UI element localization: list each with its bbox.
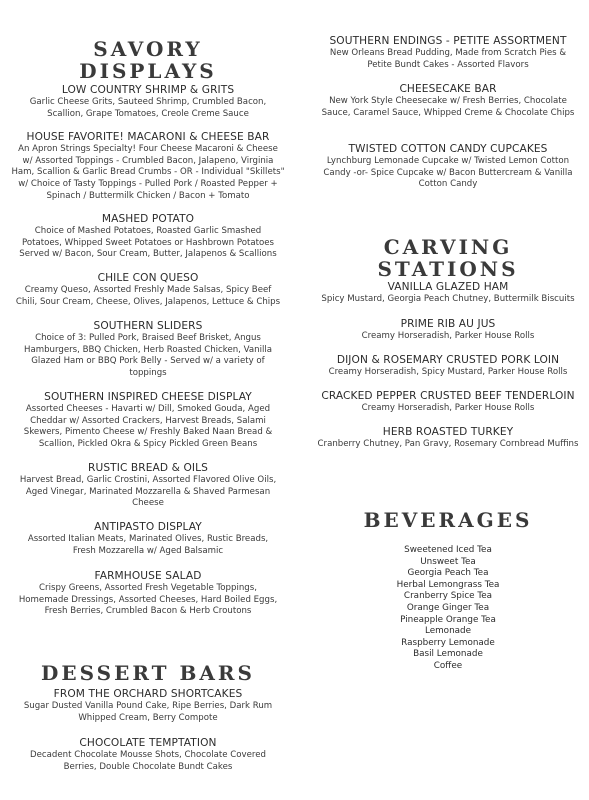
menu-item-desc-line: An Apron Strings Specialty! Four Cheese Macaroni & Cheese — [18, 144, 278, 154]
menu-item-desc-line: Spicy Mustard, Georgia Peach Chutney, Buttermilk Biscuits — [321, 294, 575, 304]
menu-item-name: FROM THE ORCHARD SHORTCAKES — [53, 688, 243, 700]
menu-item-desc-line: Crispy Greens, Assorted Fresh Vegetable Toppings, — [39, 583, 257, 593]
carving-stations-heading — [312, 236, 584, 280]
menu-item — [312, 281, 584, 306]
menu-item-desc-line: Choice of Mashed Potatoes, Roasted Garlic Smashed — [34, 226, 262, 236]
menu-item-name: SOUTHERN INSPIRED CHEESE DISPLAY — [44, 391, 252, 403]
menu-item — [312, 83, 584, 119]
menu-item — [8, 84, 288, 120]
menu-item-desc-line: Creamy Horseradish, Spicy Mustard, Parker House Rolls — [328, 367, 568, 377]
menu-item-desc-line: Aged Vinegar, Marinated Mozzarella & Shaved Parmesan — [25, 486, 271, 497]
menu-item-desc-line: Cheddar w/ Assorted Crackers, Harvest Breads, Salami — [30, 415, 266, 426]
menu-item-desc-line: Lynchburg Lemonade Cupcake w/ Twisted Lemon Cotton — [326, 156, 570, 166]
menu-item — [312, 390, 584, 415]
menu-item-desc-line: Sugar Dusted Vanilla Pound Cake, Ripe Berries, Dark Rum — [23, 701, 273, 711]
menu-item-desc-line: Choice of 3: Pulled Pork, Braised Beef Brisket, Angus — [35, 333, 261, 343]
menu-item-desc-line: toppings — [129, 368, 167, 379]
menu-item-desc-line: Ham, Scallion & Garlic Bread Crumbs - OR - Individual "Skillets" — [11, 167, 285, 178]
menu-item — [8, 570, 288, 618]
menu-item-desc-line: Hamburgers, BBQ Chicken, Herb Roasted Chicken, Vanilla — [24, 344, 272, 355]
beverage-item: Unsweet Tea — [420, 556, 476, 567]
menu-item-name: VANILLA GLAZED HAM — [387, 281, 509, 293]
menu-item — [8, 213, 288, 261]
menu-item-desc-line: Cotton Candy — [418, 179, 478, 190]
menu-item-desc-line: w/ Choice of Tasty Toppings - Pulled Pork / Roasted Pepper + — [18, 179, 278, 190]
menu-item-name: DIJON & ROSEMARY CRUSTED PORK LOIN — [336, 354, 560, 366]
menu-item-desc-line: Creamy Queso, Assorted Freshly Made Salsas, Spicy Beef — [24, 285, 272, 295]
menu-item-name: CHILE CON QUESO — [97, 272, 199, 284]
menu-item — [312, 318, 584, 343]
menu-item-desc-line: New Orleans Bread Pudding, Made from Scratch Pies & — [329, 48, 567, 58]
menu-item — [312, 143, 584, 191]
beverage-item: Lemonade — [424, 626, 472, 637]
beverage-item: Pineapple Orange Tea — [400, 614, 496, 625]
menu-item-desc-line: Berries, Double Chocolate Bundt Cakes — [63, 761, 233, 772]
menu-item-name: ANTIPASTO DISPLAY — [94, 521, 202, 533]
beverage-list — [312, 545, 584, 673]
beverage-item: Sweetened Iced Tea — [404, 545, 492, 555]
menu-item-name: CRACKED PEPPER CRUSTED BEEF TENDERLOIN — [321, 390, 575, 402]
menu-item — [8, 131, 288, 203]
menu-item-desc-line: Creamy Horseradish, Parker House Rolls — [361, 403, 535, 413]
menu-item-desc-line: Scallion, Pickled Okra & Spicy Pickled Green Beans — [38, 439, 258, 450]
beverage-item: Herbal Lemongrass Tea — [396, 579, 500, 590]
menu-item-desc-line: Served w/ Bacon, Sour Cream, Butter, Jalapenos & Scallions — [19, 249, 277, 260]
menu-item-desc-line: Glazed Ham or BBQ Pork Belly - Served w/ a variety of — [31, 356, 265, 367]
menu-item-desc-line: Fresh Mozzarella w/ Aged Balsamic — [72, 545, 224, 556]
menu-item-desc-line: Potatoes, Whipped Sweet Potatoes or Hashbrown Potatoes — [22, 237, 274, 248]
menu-item-name: CHOCOLATE TEMPTATION — [79, 737, 217, 749]
menu-item-desc-line: New York Style Cheesecake w/ Fresh Berries, Chocolate — [329, 96, 567, 106]
beverage-item: Orange Ginger Tea — [406, 602, 490, 613]
menu-item — [8, 391, 288, 451]
carving-title-line2: STATIONS — [377, 257, 519, 281]
menu-item-name: TWISTED COTTON CANDY CUPCAKES — [348, 143, 548, 155]
menu-item — [312, 426, 584, 451]
menu-item — [8, 462, 288, 510]
menu-item — [8, 272, 288, 308]
menu-item-desc-line: Garlic Cheese Grits, Sauteed Shrimp, Crumbled Bacon, — [29, 97, 267, 107]
beverages-heading: BEVERAGES — [363, 508, 533, 532]
menu-item-name: CHEESECAKE BAR — [399, 83, 497, 95]
menu-item-desc-line: Chili, Sour Cream, Cheese, Olives, Jalapenos, Lettuce & Chips — [15, 296, 281, 307]
beverage-item: Coffee — [433, 660, 463, 671]
menu-item-desc-line: Candy -or- Spice Cupcake w/ Bacon Buttercream & Vanilla — [323, 167, 573, 178]
savory-displays-heading — [8, 38, 288, 82]
beverage-item: Cranberry Spice Tea — [403, 591, 493, 602]
beverage-item: Georgia Peach Tea — [407, 568, 489, 579]
menu-item-name: HERB ROASTED TURKEY — [382, 426, 514, 438]
menu-item-desc-line: Assorted Italian Meats, Marinated Olives, Rustic Breads, — [27, 534, 269, 544]
menu-item — [8, 737, 288, 773]
menu-item-desc-line: Decadent Chocolate Mousse Shots, Chocolate Covered — [30, 750, 266, 760]
menu-item-name: MASHED POTATO — [101, 213, 195, 225]
menu-item-name: SOUTHERN ENDINGS - PETITE ASSORTMENT — [329, 35, 567, 47]
dessert-bars-heading: DESSERT BARS — [41, 661, 255, 685]
menu-item-desc-line: Whipped Cream, Berry Compote — [78, 712, 218, 723]
savory-title-line2: DISPLAYS — [79, 59, 217, 83]
menu-item-desc-line: Creamy Horseradish, Parker House Rolls — [361, 331, 535, 341]
savory-title-line1: SAVORY — [93, 37, 203, 61]
menu-item-desc-line: Homemade Dressings, Assorted Cheeses, Hard Boiled Eggs, — [18, 594, 278, 605]
menu-item — [8, 320, 288, 380]
menu-item-name: RUSTIC BREAD & OILS — [88, 462, 208, 474]
beverage-item: Raspberry Lemonade — [401, 637, 495, 648]
carving-title-line1: CARVING — [383, 235, 513, 259]
menu-item — [312, 35, 584, 71]
menu-item-desc-line: Cranberry Chutney, Pan Gravy, Rosemary Cornbread Muffins — [317, 439, 579, 449]
menu-item-desc-line: Spinach / Buttermilk Chicken / Bacon + Tomato — [46, 190, 250, 201]
menu-item-desc-line: Fresh Berries, Crumbled Bacon & Herb Croutons — [44, 606, 252, 617]
menu-item-name: SOUTHERN SLIDERS — [93, 320, 203, 332]
menu-item-desc-line: Harvest Bread, Garlic Crostini, Assorted Flavored Olive Oils, — [19, 475, 277, 485]
menu-item-desc-line: Petite Bundt Cakes - Assorted Flavors — [367, 59, 529, 70]
beverage-item: Basil Lemonade — [413, 649, 483, 660]
menu-item — [8, 688, 288, 724]
menu-item-desc-line: Scallion, Grape Tomatoes, Creole Creme Sauce — [47, 108, 249, 119]
menu-item-name: FARMHOUSE SALAD — [94, 570, 202, 582]
menu-item-desc-line: Cheese — [132, 498, 164, 509]
menu-item-desc-line: w/ Assorted Toppings - Crumbled Bacon, Jalapeno, Virginia — [22, 155, 274, 166]
menu-item-desc-line: Assorted Cheeses - Havarti w/ Dill, Smoked Gouda, Aged — [25, 404, 271, 414]
menu-item-name: HOUSE FAVORITE! MACARONI & CHEESE BAR — [26, 131, 270, 143]
menu-item-desc-line: Skewers, Pimento Cheese w/ Freshly Baked Naan Bread & — [23, 427, 273, 438]
menu-item — [312, 354, 584, 379]
menu-item-desc-line: Sauce, Caramel Sauce, Whipped Creme & Chocolate Chips — [321, 107, 575, 118]
menu-item-name: PRIME RIB AU JUS — [400, 318, 496, 330]
menu-item-name: LOW COUNTRY SHRIMP & GRITS — [61, 84, 235, 96]
menu-item — [8, 521, 288, 557]
